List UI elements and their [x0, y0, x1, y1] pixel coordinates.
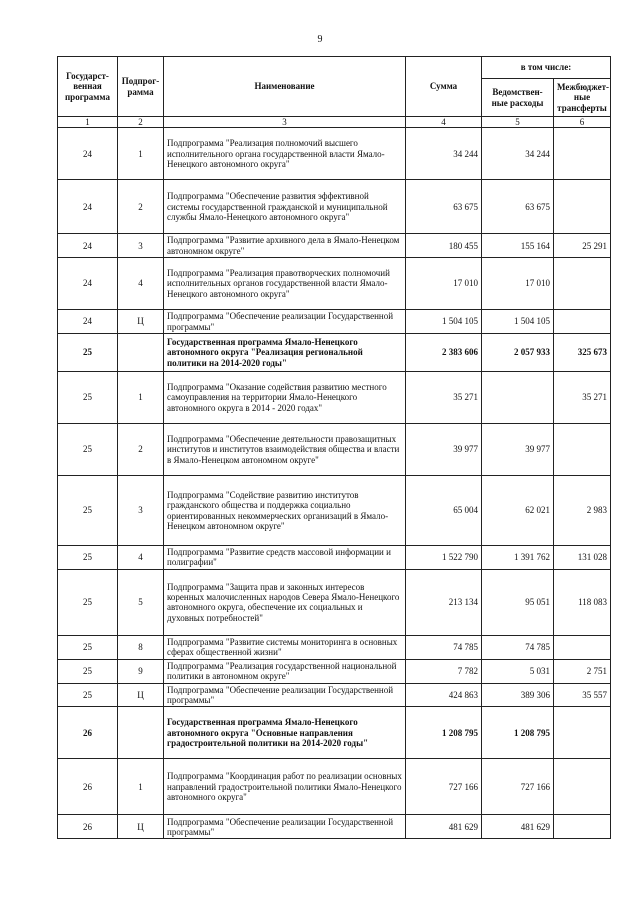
program-code-cell: 25 — [58, 635, 118, 659]
interbudget-cell: 35 557 — [554, 683, 611, 707]
name-cell: Подпрограмма "Координация работ по реализации основных направлений градостроительной политики Ямало-Ненецкого автономного округа" — [164, 759, 406, 815]
interbudget-cell — [554, 707, 611, 759]
sum-cell: 7 782 — [406, 659, 482, 683]
interbudget-cell: 118 083 — [554, 569, 611, 635]
subprogram-code-cell: 9 — [118, 659, 164, 683]
table-row — [58, 258, 611, 310]
sum-cell: 424 863 — [406, 683, 482, 707]
program-code-cell: 25 — [58, 334, 118, 372]
departmental-cell: 39 977 — [482, 424, 554, 476]
subprogram-code-cell: 8 — [118, 635, 164, 659]
name-cell: Подпрограмма "Содействие развитию институтов гражданского общества и поддержка социально ориентированных некоммерческих организаций в Ямало-Ненецком автономном округе" — [164, 476, 406, 546]
subprogram-code-cell: 2 — [118, 424, 164, 476]
sum-cell: 65 004 — [406, 476, 482, 546]
name-cell: Подпрограмма "Обеспечение реализации Государственной программы" — [164, 310, 406, 334]
name-cell: Подпрограмма "Обеспечение реализации Государственной программы" — [164, 815, 406, 839]
departmental-cell: 1 391 762 — [482, 546, 554, 570]
column-number-row — [58, 117, 611, 128]
interbudget-cell — [554, 759, 611, 815]
subprogram-code-cell: 4 — [118, 258, 164, 310]
departmental-cell: 95 051 — [482, 569, 554, 635]
column-number: 1 — [58, 117, 118, 128]
interbudget-cell — [554, 310, 611, 334]
program-code-cell: 25 — [58, 476, 118, 546]
program-code-cell: 25 — [58, 372, 118, 424]
header-program: Государст-венная программа — [58, 57, 118, 117]
departmental-cell: 17 010 — [482, 258, 554, 310]
column-number: 6 — [554, 117, 611, 128]
table-row — [58, 128, 611, 180]
departmental-cell: 74 785 — [482, 635, 554, 659]
table-row — [58, 234, 611, 258]
subprogram-code-cell: Ц — [118, 310, 164, 334]
subprogram-code-cell — [118, 334, 164, 372]
program-code-cell: 24 — [58, 234, 118, 258]
interbudget-cell — [554, 258, 611, 310]
table-row — [58, 310, 611, 334]
subprogram-code-cell: Ц — [118, 815, 164, 839]
sum-cell: 727 166 — [406, 759, 482, 815]
program-code-cell: 25 — [58, 683, 118, 707]
departmental-cell: 34 244 — [482, 128, 554, 180]
subprogram-code-cell: Ц — [118, 683, 164, 707]
departmental-cell: 62 021 — [482, 476, 554, 546]
program-code-cell: 24 — [58, 310, 118, 334]
column-number: 2 — [118, 117, 164, 128]
program-code-cell: 24 — [58, 258, 118, 310]
sum-cell: 39 977 — [406, 424, 482, 476]
name-cell: Подпрограмма "Реализация полномочий высшего исполнительного органа государственной власти Ямало-Ненецкого автономного округа" — [164, 128, 406, 180]
budget-table — [57, 56, 611, 839]
program-code-cell: 26 — [58, 759, 118, 815]
sum-cell: 481 629 — [406, 815, 482, 839]
sum-cell: 35 271 — [406, 372, 482, 424]
interbudget-cell: 325 673 — [554, 334, 611, 372]
column-number: 4 — [406, 117, 482, 128]
departmental-cell: 389 306 — [482, 683, 554, 707]
program-code-cell: 25 — [58, 546, 118, 570]
sum-cell: 17 010 — [406, 258, 482, 310]
program-code-cell: 24 — [58, 128, 118, 180]
table-row — [58, 659, 611, 683]
interbudget-cell — [554, 815, 611, 839]
sum-cell: 2 383 606 — [406, 334, 482, 372]
interbudget-cell: 35 271 — [554, 372, 611, 424]
name-cell: Подпрограмма "Реализация правотворческих полномочий исполнительных органов государственной власти Ямало-Ненецкого автономного округа" — [164, 258, 406, 310]
page-number: 9 — [317, 34, 323, 45]
name-cell: Подпрограмма "Оказание содействия развитию местного самоуправления на территории Ямало-Ненецкого автономного округа в 2014 - 2020 годах" — [164, 372, 406, 424]
table-row — [58, 683, 611, 707]
table-row — [58, 180, 611, 234]
sum-cell: 63 675 — [406, 180, 482, 234]
program-code-cell: 24 — [58, 180, 118, 234]
interbudget-cell: 131 028 — [554, 546, 611, 570]
sum-cell: 1 504 105 — [406, 310, 482, 334]
departmental-cell: 727 166 — [482, 759, 554, 815]
subprogram-code-cell: 3 — [118, 476, 164, 546]
subprogram-code-cell: 3 — [118, 234, 164, 258]
table-row — [58, 707, 611, 759]
departmental-cell: 63 675 — [482, 180, 554, 234]
departmental-cell — [482, 372, 554, 424]
subprogram-code-cell: 1 — [118, 128, 164, 180]
departmental-cell: 2 057 933 — [482, 334, 554, 372]
subprogram-code-cell: 1 — [118, 372, 164, 424]
departmental-cell: 5 031 — [482, 659, 554, 683]
name-cell: Подпрограмма "Развитие системы мониторинга в основных сферах общественной жизни" — [164, 635, 406, 659]
name-cell: Подпрограмма "Обеспечение реализации Государственной программы" — [164, 683, 406, 707]
header-sum: Сумма — [406, 57, 482, 117]
name-cell: Подпрограмма "Развитие средств массовой информации и полиграфии" — [164, 546, 406, 570]
name-cell: Государственная программа Ямало-Ненецкого автономного округа "Основные направления градостроительной политики на 2014-2020 годы" — [164, 707, 406, 759]
header-including: в том числе: — [482, 57, 611, 79]
table-body — [58, 128, 611, 839]
table-row — [58, 372, 611, 424]
name-cell: Подпрограмма "Защита прав и законных интересов коренных малочисленных народов Севера Ямало-Ненецкого автономного округа, обеспечение их социальных и духовных потребностей" — [164, 569, 406, 635]
table-row — [58, 424, 611, 476]
table-row — [58, 334, 611, 372]
departmental-cell: 155 164 — [482, 234, 554, 258]
interbudget-cell — [554, 180, 611, 234]
subprogram-code-cell: 4 — [118, 546, 164, 570]
subprogram-code-cell: 1 — [118, 759, 164, 815]
subprogram-code-cell — [118, 707, 164, 759]
sum-cell: 1 208 795 — [406, 707, 482, 759]
sum-cell: 1 522 790 — [406, 546, 482, 570]
name-cell: Подпрограмма "Реализация государственной национальной политики в автономном округе" — [164, 659, 406, 683]
departmental-cell: 1 504 105 — [482, 310, 554, 334]
program-code-cell: 25 — [58, 659, 118, 683]
header-name: Наименование — [164, 57, 406, 117]
header-departmental: Ведомствен-ные расходы — [482, 79, 554, 117]
table-row — [58, 476, 611, 546]
column-number: 5 — [482, 117, 554, 128]
program-code-cell: 25 — [58, 424, 118, 476]
program-code-cell: 26 — [58, 815, 118, 839]
subprogram-code-cell: 5 — [118, 569, 164, 635]
interbudget-cell — [554, 424, 611, 476]
sum-cell: 74 785 — [406, 635, 482, 659]
name-cell: Подпрограмма "Обеспечение деятельности правозащитных институтов и институтов взаимодействия общества и власти в Ямало-Ненецком автономном округе" — [164, 424, 406, 476]
subprogram-code-cell: 2 — [118, 180, 164, 234]
departmental-cell: 1 208 795 — [482, 707, 554, 759]
sum-cell: 180 455 — [406, 234, 482, 258]
program-code-cell: 25 — [58, 569, 118, 635]
interbudget-cell: 2 983 — [554, 476, 611, 546]
table-row — [58, 546, 611, 570]
name-cell: Подпрограмма "Обеспечение развития эффективной системы государственной гражданской и муниципальной службы Ямало-Ненецкого автономного округа" — [164, 180, 406, 234]
departmental-cell: 481 629 — [482, 815, 554, 839]
interbudget-cell — [554, 635, 611, 659]
header-interbudget: Межбюджет-ные трансферты — [554, 79, 611, 117]
table-row — [58, 635, 611, 659]
column-number: 3 — [164, 117, 406, 128]
header-subprogram: Подпрог-рамма — [118, 57, 164, 117]
sum-cell: 34 244 — [406, 128, 482, 180]
table-row — [58, 759, 611, 815]
table-row — [58, 815, 611, 839]
sum-cell: 213 134 — [406, 569, 482, 635]
interbudget-cell — [554, 128, 611, 180]
program-code-cell: 26 — [58, 707, 118, 759]
interbudget-cell: 2 751 — [554, 659, 611, 683]
name-cell: Подпрограмма "Развитие архивного дела в Ямало-Ненецком автономном округе" — [164, 234, 406, 258]
table-row — [58, 569, 611, 635]
name-cell: Государственная программа Ямало-Ненецкого автономного округа "Реализация региональной политики на 2014-2020 годы" — [164, 334, 406, 372]
interbudget-cell: 25 291 — [554, 234, 611, 258]
